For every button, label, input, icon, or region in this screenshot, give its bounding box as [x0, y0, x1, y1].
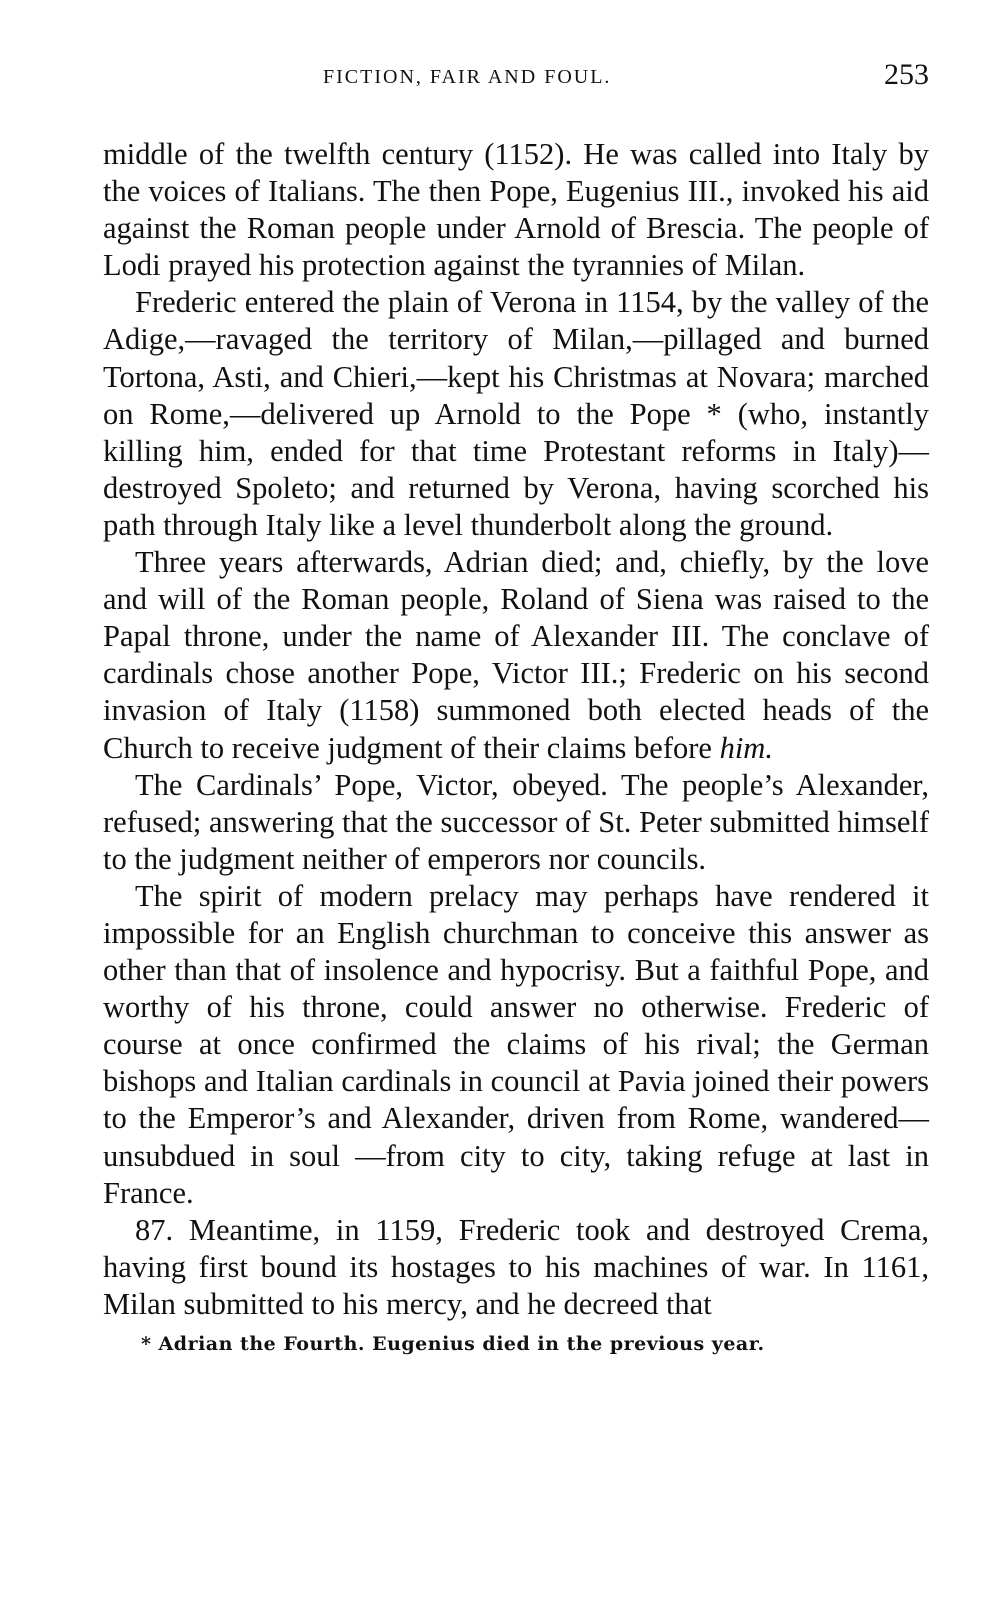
emphasis-him: him.: [719, 730, 773, 765]
paragraph-3: [103, 544, 929, 767]
body-text: [103, 136, 929, 1323]
book-page: [103, 58, 929, 1355]
running-head: [103, 58, 929, 110]
running-title: FICTION, FAIR AND FOUL.: [323, 66, 612, 88]
paragraph-2: Frederic entered the plain of Verona in 1154, by the valley of the Adige,—ravaged the territory of Milan,—pillaged and burned Tortona, Asti, and Chieri,—kept his Christmas at Novara; marched on Rome,—delivered up Arnold to the Pope * (who, instantly killing him, ended for that time Protestant reforms in Italy)—destroyed Spoleto; and returned by Verona, having scorched his path through Italy like a level thunderbolt along the ground.: [103, 285, 929, 542]
paragraph-6: 87. Meantime, in 1159, Frederic took and destroyed Crema, having first bound its hostages to his machines of war. In 1161, Milan submitted to his mercy, and he decreed that: [103, 1212, 929, 1321]
paragraph-4: The Cardinals’ Pope, Victor, obeyed. The people’s Alexander, refused; answering that the successor of St. Peter submitted himself to the judgment neither of emperors nor councils.: [103, 767, 929, 876]
paragraph-3-text: Three years afterwards, Adrian died; and, chiefly, by the love and will of the Roman people, Roland of Siena was raised to the Papal throne, under the name of Alexander III. The conclave of cardinals chose another Pope, Victor III.; Frederic on his second invasion of Italy (1158) summoned both elected heads of the Church to receive judgment of their claims before: [103, 545, 929, 765]
paragraph-1: middle of the twelfth century (1152). He was called into Italy by the voices of Italians. The then Pope, Eugenius III., invoked his aid against the Roman people under Arnold of Brescia. The people of Lodi prayed his protection against the tyrannies of Milan.: [103, 137, 929, 283]
footnote: * Adrian the Fourth. Eugenius died in the previous year.: [141, 1333, 765, 1355]
page-number: 253: [884, 58, 929, 91]
paragraph-5: The spirit of modern prelacy may perhaps have rendered it impossible for an English churchman to conceive this answer as other than that of insolence and hypocrisy. But a faithful Pope, and worthy of his throne, could answer no otherwise. Frederic of course at once confirmed the claims of his rival; the German bishops and Italian cardinals in council at Pavia joined their powers to the Emperor’s and Alexander, driven from Rome, wandered—unsubdued in soul —from city to city, taking refuge at last in France.: [103, 878, 929, 1210]
